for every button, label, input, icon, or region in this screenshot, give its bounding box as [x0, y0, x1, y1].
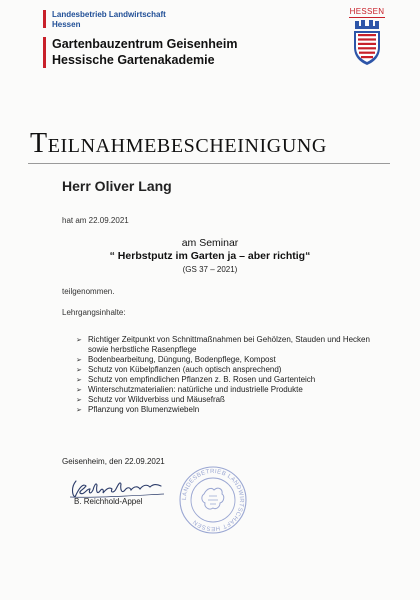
state-label: HESSEN: [349, 7, 385, 16]
official-seal: [178, 465, 248, 535]
attendance-date: hat am 22.09.2021: [62, 216, 129, 225]
list-item: ➢ Richtiger Zeitpunkt von Schnittmaßnahmen bei Gehölzen, Stauden und Hecken sowie herbstliche Rasenpflege: [76, 335, 376, 355]
certificate-title: Teilnahmebescheinigung: [30, 128, 327, 159]
list-item: ➢ Schutz von Kübelpflanzen (auch optisch ansprechend): [76, 365, 376, 375]
institution-name-line1: Gartenbauzentrum Geisenheim: [52, 37, 238, 51]
place-and-date: Geisenheim, den 22.09.2021: [62, 457, 165, 466]
org-name-line2: Hessen: [52, 20, 81, 29]
list-item: ➢ Pflanzung von Blumenzwiebeln: [76, 405, 376, 415]
seal-lion-icon: [202, 488, 224, 509]
institution-name-line2: Hessische Gartenakademie: [52, 53, 215, 67]
list-item: ➢ Bodenbearbeitung, Düngung, Bodenpflege, Kompost: [76, 355, 376, 365]
state-label-underline: [349, 17, 385, 18]
header-red-bar-top: [43, 10, 46, 28]
course-contents-list: [76, 335, 376, 415]
org-name-line1: Landesbetrieb Landwirtschaft: [52, 10, 166, 19]
title-divider: [28, 163, 390, 164]
seminar-code: (GS 37 – 2021): [182, 265, 238, 274]
seal-text: LANDESBETRIEB LANDWIRTSCHAFT HESSEN: [181, 468, 245, 532]
signer-name: B. Reichhold-Appel: [74, 497, 143, 506]
hessen-crest-icon: [351, 20, 383, 66]
participation-text: teilgenommen.: [62, 287, 115, 296]
list-item: ➢ Winterschutzmaterialien: natürliche und industrielle Produkte: [76, 385, 376, 395]
recipient-name: Herr Oliver Lang: [62, 178, 172, 194]
header-red-bar-bottom: [43, 37, 46, 68]
list-item: ➢ Schutz von empfindlichen Pflanzen z. B. Rosen und Gartenteich: [76, 375, 376, 385]
contents-heading: Lehrgangsinhalte:: [62, 308, 126, 317]
seminar-intro: am Seminar: [181, 237, 239, 249]
seminar-title: “ Herbstputz im Garten ja – aber richtig“: [109, 250, 311, 262]
list-item: ➢ Schutz vor Wildverbiss und Mäusefraß: [76, 395, 376, 405]
